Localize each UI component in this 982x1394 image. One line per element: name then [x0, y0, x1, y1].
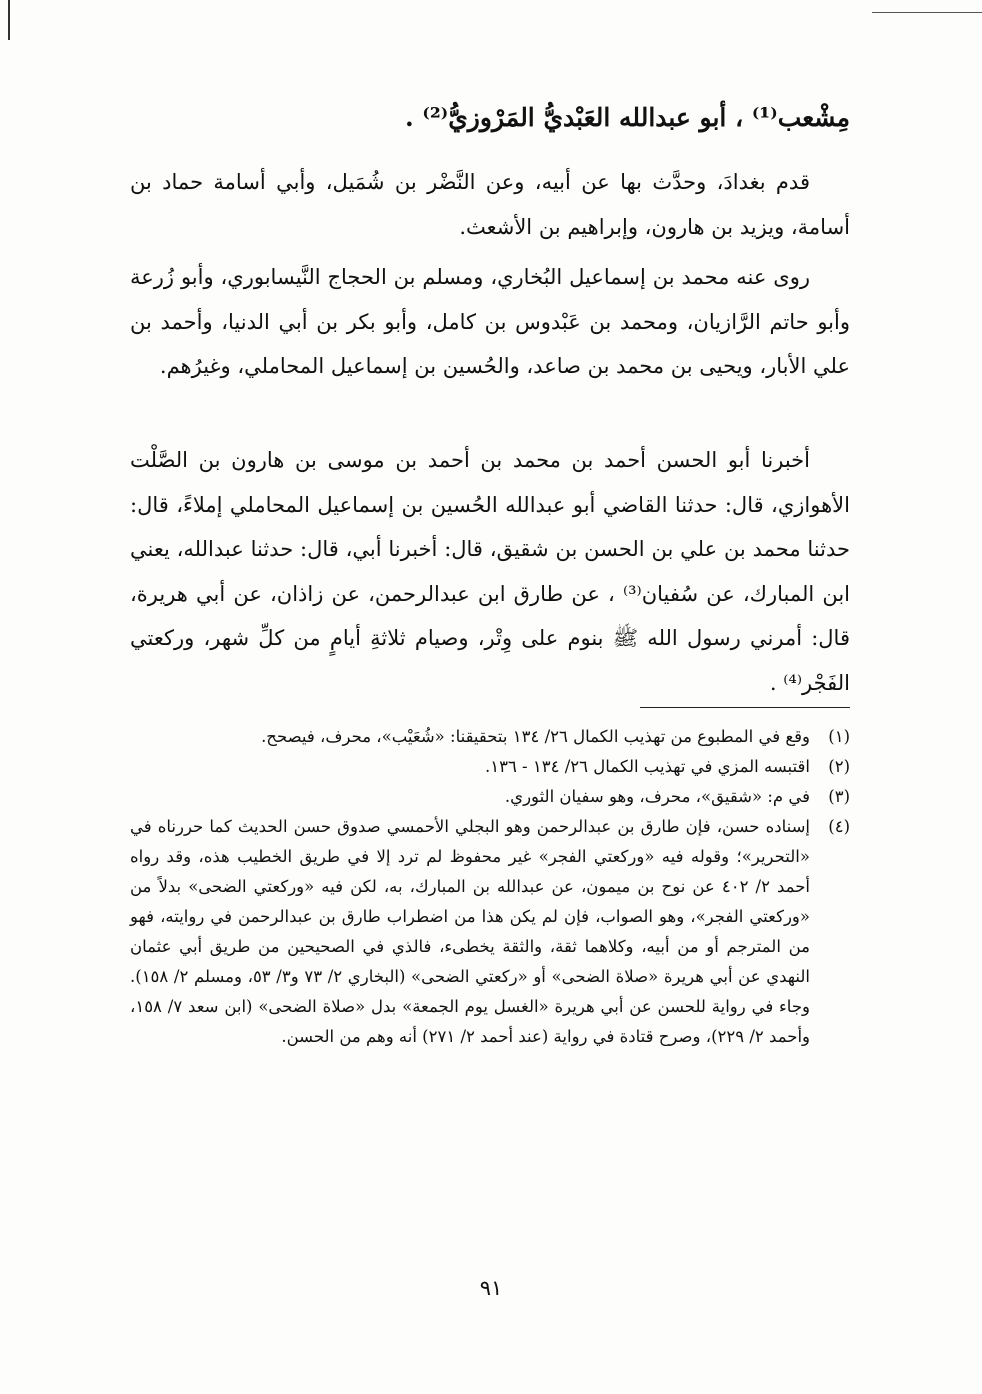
page-number: ٩١	[479, 1276, 503, 1300]
footnote-divider	[640, 707, 850, 708]
footnotes	[130, 722, 850, 1052]
footnote-text: وقع في المطبوع من تهذيب الكمال ٢٦/ ١٣٤ بتحقيقنا: «شُعَيْب»، محرف، فيصحح.	[261, 727, 810, 746]
footnote	[130, 752, 850, 782]
footnote	[130, 782, 850, 812]
entry-heading: مِشْعب⁽¹⁾ ، أبو عبدالله العَبْديُّ المَرْوزيُّ⁽²⁾ .	[404, 103, 850, 132]
body-paragraph: روى عنه محمد بن إسماعيل البُخاري، ومسلم بن الحجاج النَّيسابوري، وأبو زُرعة وأبو حاتم الرَّازيان، ومحمد بن عَبْدوس بن كامل، وأبو بكر بن أبي الدنيا، وأحمد بن علي الأبار، ويحيى بن محمد بن صاعد، والحُسين بن إسماعيل المحاملي، وغيرُهم.	[130, 265, 850, 378]
body-paragraph: أخبرنا أبو الحسن أحمد بن محمد بن أحمد بن موسى بن هارون بن الصَّلْت الأهوازي، قال: حدثنا القاضي أبو عبدالله الحُسين بن إسماعيل المحاملي إملاءً، قال: حدثنا محمد بن علي بن الحسن بن شقيق، قال: أخبرنا أبي، قال: حدثنا عبدالله، يعني ابن المبارك، عن سُفيان⁽³⁾ ، عن طارق ابن عبدالرحمن، عن زاذان، عن أبي هريرة، قال: أمرني رسول الله ﷺ بنوم على وِتْر، وصيام ثلاثةِ أيامٍ من كلِّ شهر، وركعتي الفَجْر⁽⁴⁾ .	[130, 448, 851, 695]
footnote	[130, 812, 850, 1052]
footnote-text: في م: «شقيق»، محرف، وهو سفيان الثوري.	[504, 787, 810, 806]
footnote	[130, 722, 850, 752]
footnote-number: (٣)	[828, 787, 850, 806]
scan-edge-mark	[872, 12, 982, 13]
footnote-number: (٤)	[828, 817, 850, 836]
body-paragraph: قدم بغدادَ، وحدَّث بها عن أبيه، وعن النَّضْر بن شُمَيل، وأبي أسامة حماد بن أسامة، ويزيد بن هارون، وإبراهيم بن الأشعث.	[130, 170, 850, 239]
scan-edge-mark	[8, 0, 10, 40]
footnote-text: إسناده حسن، فإن طارق بن عبدالرحمن وهو البجلي الأحمسي صدوق حسن الحديث كما حررناه في «التحرير»؛ وقوله فيه «وركعتي الفجر» غير محفوظ لم ترد إلا في طريق الخطيب هذه، وقد رواه أحمد ٢/ ٤٠٢ عن نوح بن ميمون، عن عبدالله بن المبارك، به، لكن فيه «وركعتي الضحى» بدلاً من «وركعتي الفجر»، وهو الصواب، فإن لم يكن هذا من اضطراب طارق بن عبدالرحمن في روايته، فهو من المترجم أو من أبيه، وكلاهما ثقة، والثقة يخطىء، فالذي في الصحيحين من طريق أبي عثمان النهدي عن أبي هريرة «صلاة الضحى» أو «ركعتي الضحى» (البخاري ٢/ ٧٣ و٣/ ٥٣، ومسلم ٢/ ١٥٨). وجاء في رواية للحسن عن أبي هريرة «الغسل يوم الجمعة» بدل «صلاة الضحى» (ابن سعد ٧/ ١٥٨، وأحمد ٢/ ٢٢٩)، وصرح قتادة في رواية (عند أحمد ٢/ ٢٧١) أنه وهم من الحسن.	[130, 817, 811, 1046]
footnote-text: اقتبسه المزي في تهذيب الكمال ٢٦/ ١٣٤ - ١٣٦.	[484, 757, 810, 776]
footnote-number: (٢)	[828, 757, 850, 776]
footnote-number: (١)	[828, 727, 850, 746]
